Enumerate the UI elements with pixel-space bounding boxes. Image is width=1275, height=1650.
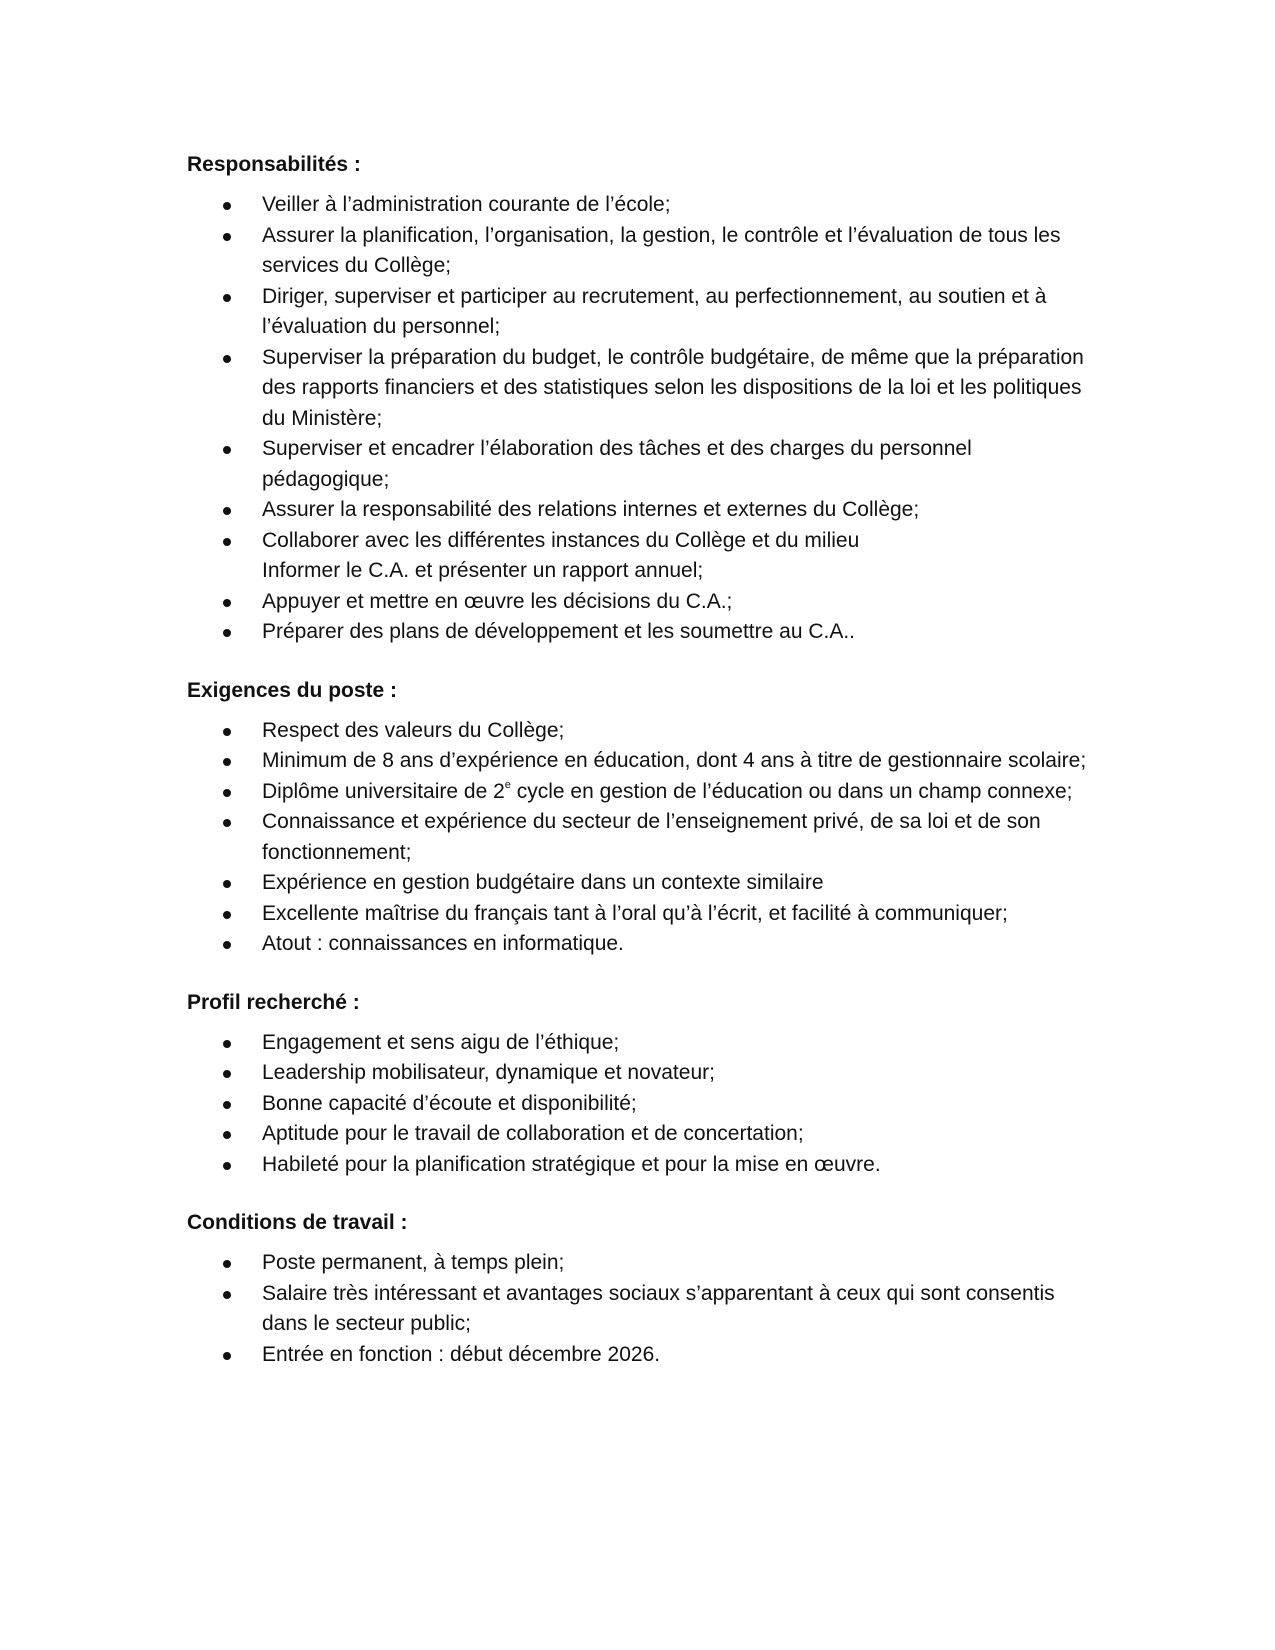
bullet-icon xyxy=(223,1070,231,1078)
section-title-conditions: Conditions de travail : xyxy=(187,1211,408,1234)
profil-list xyxy=(187,1028,1097,1181)
bullet-icon xyxy=(223,1260,231,1268)
bullet-icon xyxy=(223,1101,231,1109)
list-item: Poste permanent, à temps plein; xyxy=(187,1248,1097,1279)
list-item: Assurer la responsabilité des relations internes et externes du Collège; xyxy=(187,495,1097,526)
conditions-list xyxy=(187,1248,1097,1370)
list-item: Connaissance et expérience du secteur de l’enseignement privé, de sa loi et de son fonctionnement; xyxy=(187,807,1097,868)
list-item: Minimum de 8 ans d’expérience en éducation, dont 4 ans à titre de gestionnaire scolaire; xyxy=(187,746,1097,777)
section-title-responsabilites: Responsabilités : xyxy=(187,153,361,176)
bullet-icon xyxy=(223,355,231,363)
bullet-icon xyxy=(223,789,231,797)
list-item: Entrée en fonction : début décembre 2026. xyxy=(187,1340,1097,1371)
list-item: Préparer des plans de développement et les soumettre au C.A.. xyxy=(187,617,1097,648)
list-item: Atout : connaissances en informatique. xyxy=(187,929,1097,960)
list-item: Assurer la planification, l’organisation, la gestion, le contrôle et l’évaluation de tous les services du Collège; xyxy=(187,221,1097,282)
list-item: Leadership mobilisateur, dynamique et novateur; xyxy=(187,1058,1097,1089)
list-item: Superviser et encadrer l’élaboration des tâches et des charges du personnel pédagogique; xyxy=(187,434,1097,495)
bullet-icon xyxy=(223,941,231,949)
list-item: Expérience en gestion budgétaire dans un contexte similaire xyxy=(187,868,1097,899)
list-item: Engagement et sens aigu de l’éthique; xyxy=(187,1028,1097,1059)
bullet-icon xyxy=(223,1040,231,1048)
list-item: Aptitude pour le travail de collaboration et de concertation; xyxy=(187,1119,1097,1150)
list-item: Diplôme universitaire de 2e cycle en gestion de l’éducation ou dans un champ connexe; xyxy=(187,777,1097,808)
section-title-profil: Profil recherché : xyxy=(187,990,360,1014)
section-responsabilites xyxy=(187,150,1097,648)
section-profil xyxy=(187,988,1097,1181)
bullet-icon xyxy=(223,1162,231,1170)
section-title-exigences: Exigences du poste : xyxy=(187,678,398,702)
list-item: Habileté pour la planification stratégique et pour la mise en œuvre. xyxy=(187,1150,1097,1181)
document-page xyxy=(187,150,1097,1398)
list-item: Excellente maîtrise du français tant à l’oral qu’à l’écrit, et facilité à communiquer; xyxy=(187,899,1097,930)
section-exigences xyxy=(187,676,1097,960)
bullet-icon xyxy=(223,911,231,919)
bullet-icon xyxy=(223,233,231,241)
bullet-icon xyxy=(223,728,231,736)
list-item: Superviser la préparation du budget, le contrôle budgétaire, de même que la préparation des rapports financiers et des statistiques selon les dispositions de la loi et les politiques du Ministère; xyxy=(187,343,1097,435)
list-item: Appuyer et mettre en œuvre les décisions du C.A.; xyxy=(187,587,1097,618)
bullet-icon xyxy=(223,1291,231,1299)
responsabilites-list xyxy=(187,190,1097,648)
bullet-icon xyxy=(223,629,231,637)
bullet-icon xyxy=(223,507,231,515)
bullet-icon xyxy=(223,538,231,546)
bullet-icon xyxy=(223,1352,231,1360)
bullet-icon xyxy=(223,294,231,302)
list-item: Collaborer avec les différentes instances du Collège et du milieu Informer le C.A. et présenter un rapport annuel; xyxy=(187,526,1097,587)
exigences-list xyxy=(187,716,1097,960)
bullet-icon xyxy=(223,599,231,607)
section-conditions xyxy=(187,1208,1097,1370)
bullet-icon xyxy=(223,880,231,888)
list-item: Bonne capacité d’écoute et disponibilité; xyxy=(187,1089,1097,1120)
list-item: Salaire très intéressant et avantages sociaux s’apparentant à ceux qui sont consentis dans le secteur public; xyxy=(187,1279,1097,1340)
bullet-icon xyxy=(223,1131,231,1139)
bullet-icon xyxy=(223,758,231,766)
bullet-icon xyxy=(223,819,231,827)
bullet-icon xyxy=(223,446,231,454)
list-item: Diriger, superviser et participer au recrutement, au perfectionnement, au soutien et à l’évaluation du personnel; xyxy=(187,282,1097,343)
bullet-icon xyxy=(223,202,231,210)
list-item: Respect des valeurs du Collège; xyxy=(187,716,1097,747)
list-item: Veiller à l’administration courante de l’école; xyxy=(187,190,1097,221)
